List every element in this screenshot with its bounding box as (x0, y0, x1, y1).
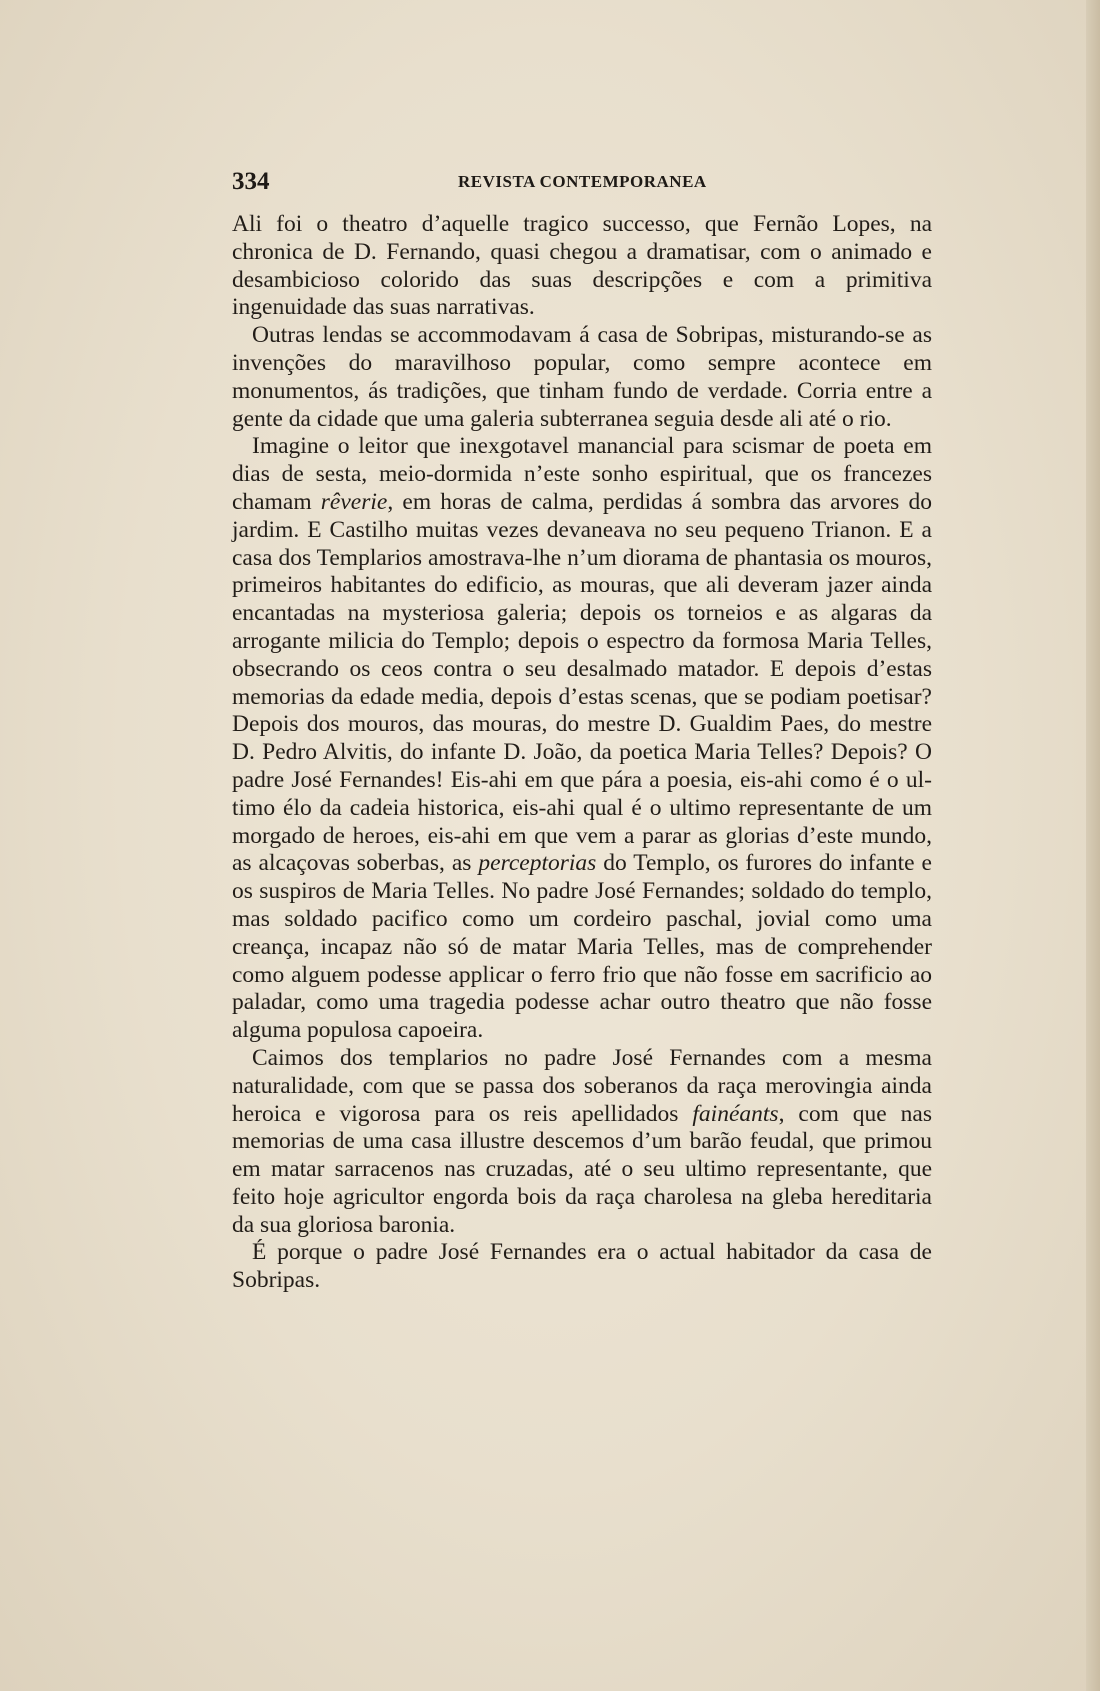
paragraph-text: do Templo, os furores do infante e os suspiros de Maria Telles. No padre José Fernandes; soldado do templo, mas soldado pacifico como um cordeiro paschal, jovial como uma creança, incapaz não só de matar Maria Telles, mas de comprehender como alguem podesse applicar o ferro frio que não fosse em sacrificio ao paladar, como uma tragedia podesse achar outro theatro que não fosse alguma populosa capoeira. (232, 850, 932, 1044)
page-number: 334 (232, 168, 270, 195)
paragraph-5 (232, 1239, 932, 1295)
paragraph-text: Outras lendas se accommodavam á casa de Sobripas, misturando-se as invenções do maravilhoso popular, como sempre acontece em monumentos, ás tradições, que tinham fundo de verdade. Corria entre a gente da cidade que uma galeria subterranea seguia desde ali até o rio. (232, 322, 932, 432)
page-edge-shadow (1086, 0, 1100, 1691)
paragraph-3 (232, 433, 932, 1045)
italic-term-reverie: rêverie (320, 488, 388, 515)
paragraph-1 (232, 211, 932, 322)
paragraph-text: , com que nas memorias de uma casa illustre descemos d’um barão feudal, que primou em matar sarracenos nas cruzadas, até o seu ultimo representante, que feito hoje agricultor engorda bois da raça charolesa na gleba hereditaria da sua gloriosa baronia. (232, 1100, 933, 1238)
paragraph-4 (232, 1045, 932, 1240)
running-head (232, 168, 934, 198)
text-column (232, 211, 932, 1295)
paragraph-text: Caimos dos templarios no padre José Fernandes com a mesma naturalidade, com que se passa dos soberanos da raça merovingia ainda heroica e vigorosa para os reis apellidados (232, 1044, 932, 1127)
paragraph-text: Imagine o leitor que inexgotavel manancial para scismar de poeta em dias de sesta, meio-dormida n’este sonho espiritual, que os francezes chamam (232, 433, 932, 515)
journal-title: REVISTA CONTEMPORANEA (458, 172, 707, 191)
paragraph-text: , em horas de calma, perdidas á sombra das arvores do jardim. E Castilho muitas vezes devaneava no seu pequeno Trianon. E a casa dos Templarios amostrava-lhe n’um diorama de phantasia os mouros, primeiros habitantes do edificio, as mouras, que ali deveram jazer ainda encantadas na mysteriosa galeria; depois os torneios e as algaras da arrogante milicia do Templo; depois o espectro da formosa Maria Telles, obsecrando os ceos contra o seu desalmado matador. E depois d’estas memorias da edade media, depois d’estas scenas, que se podiam poetisar? Depois dos mouros, das mouras, do mestre D. Gualdim Paes, do mestre D. Pedro Alvitis, do infante D. João, da poetica Maria Telles? Depois? O padre José Fernandes! Eis-ahi em que pára a poesia, eis-ahi como é o ultimo élo da cadeia historica, eis-ahi qual é o ultimo representante de um morgado de heroes, eis-ahi em que vem a parar as glorias d’este mundo, as alcaçovas soberbas, as (232, 488, 932, 877)
paragraph-2 (232, 322, 932, 433)
paragraph-text: É porque o padre José Fernandes era o actual habitador da casa de Sobripas. (232, 1239, 932, 1294)
paragraph-text: Ali foi o theatro d’aquelle tragico successo, que Fernão Lopes, na chronica de D. Fernando, quasi chegou a dramatisar, com o animado e desambicioso colorido das suas descripções e com a primitiva ingenuidade das suas narrativas. (232, 211, 932, 321)
italic-term-perceptorias: perceptorias (478, 850, 597, 877)
italic-term-faineants: fainéants (692, 1100, 779, 1127)
